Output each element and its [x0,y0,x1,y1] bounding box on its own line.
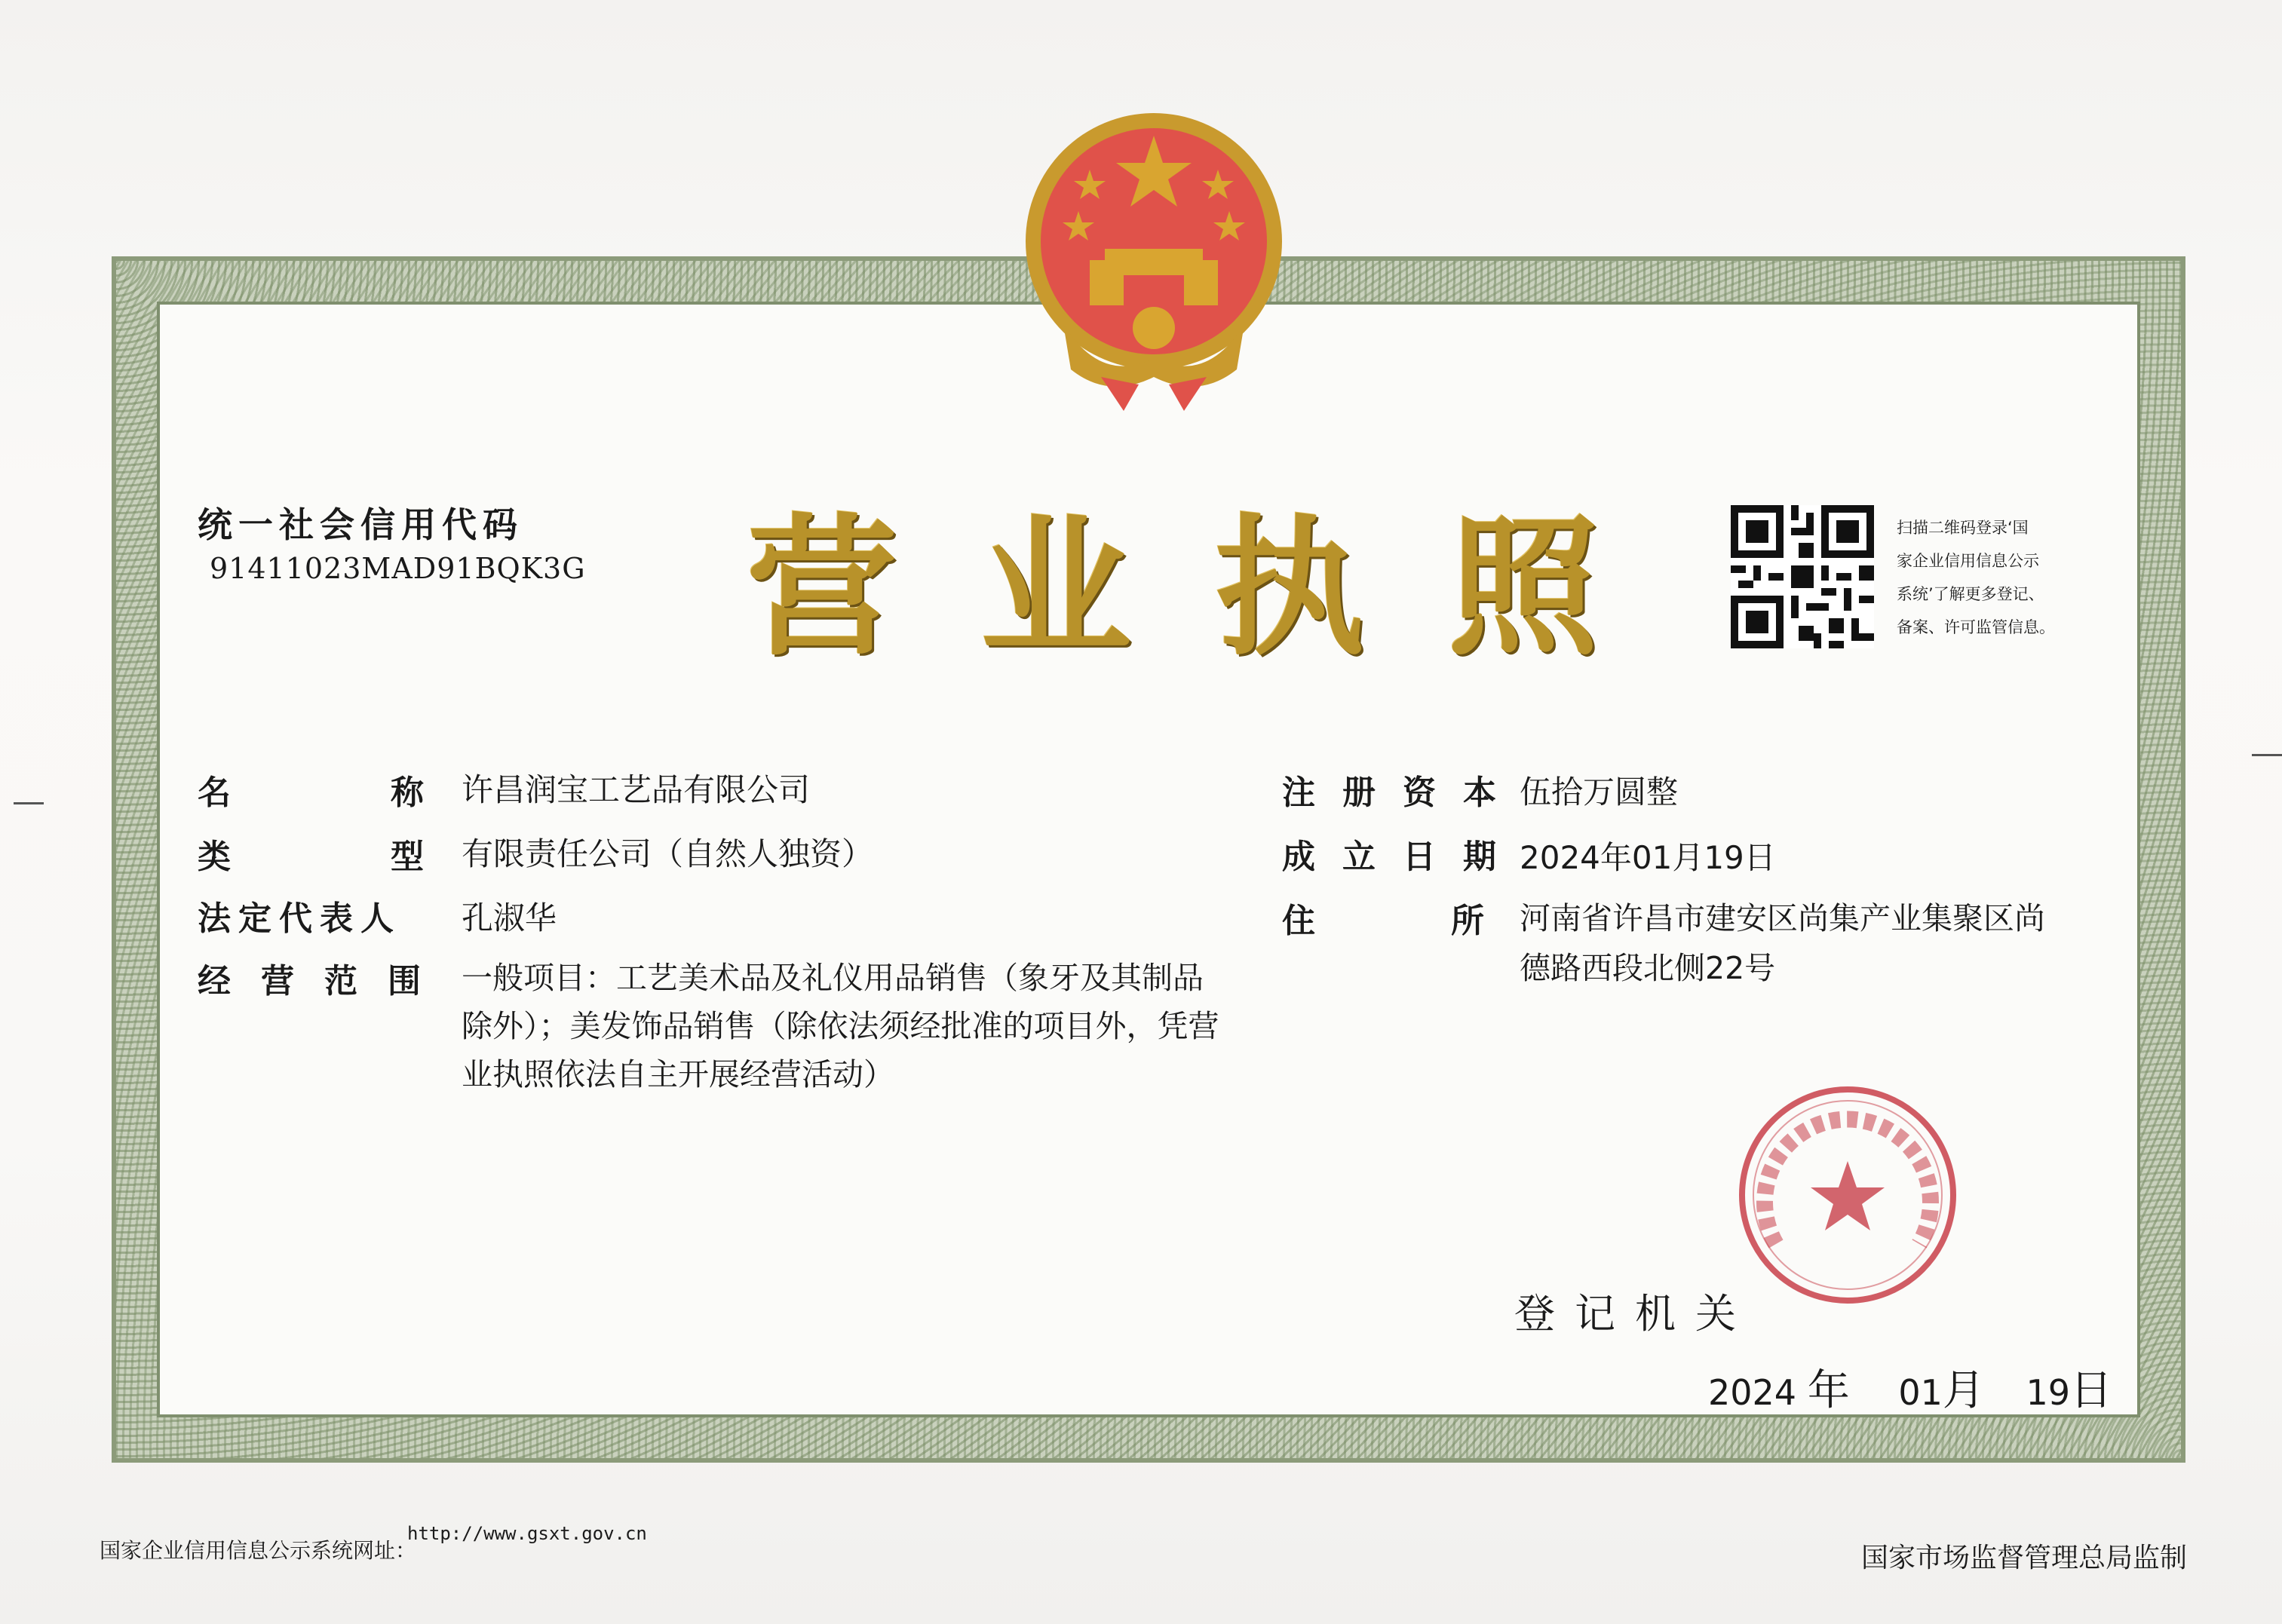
edge-mark-right [2252,754,2282,756]
reg-year: 2024 [1708,1372,1797,1413]
name-label-char: 名 [198,774,231,812]
legal-rep-label: 法定代表人 [198,899,401,938]
footer-issuer: 国家市场监督管理总局监制 [1861,1543,2188,1573]
page-title: 营业执照 [747,501,1682,676]
type-label-char: 型 [391,838,424,876]
registration-date [1708,1357,2112,1417]
name-label-char: 称 [391,774,424,812]
address-label-text: 住所 [1282,902,1620,940]
reg-month-char: 月 [1942,1366,1985,1415]
credit-code-label: 统一社会信用代码 [198,504,523,545]
company-type: 有限责任公司（自然人独资） [462,835,874,872]
footer-website-label: 国家企业信用信息公示系统网址： [100,1538,417,1563]
registered-capital-label: 注册资本 [1282,774,1523,812]
establishment-date-label: 成立日期 [1282,838,1523,876]
registration-authority-label: 登记机关 [1514,1290,1756,1338]
type-label-char: 类 [198,838,231,876]
official-seal-icon [1735,1082,1961,1308]
address-label [1282,893,1620,942]
company-name: 许昌润宝工艺品有限公司 [462,771,811,808]
reg-day-char: 日 [2070,1366,2113,1415]
type-label-text [198,829,424,878]
business-scope: 一般项目：工艺美术品及礼仪用品销售（象牙及其制品除外）；美发饰品销售（除依法须经批准的项目外，凭营业执照依法自主开展经营活动） [462,960,1219,1092]
establishment-date: 2024年01月19日 [1520,839,1776,876]
business-scope-label: 经营范围 [198,962,451,1000]
reg-year-char: 年 [1807,1366,1850,1415]
name-label-text [198,765,424,814]
company-address: 河南省许昌市建安区尚集产业集聚区尚德路西段北侧22号 [1520,900,2045,986]
legal-representative: 孔淑华 [462,899,557,936]
reg-day: 19 [2026,1372,2071,1413]
edge-mark-left [14,802,44,804]
name-label [198,765,424,814]
footer-website-link[interactable]: http://www.gsxt.gov.cn [407,1523,647,1544]
reg-month: 01 [1898,1372,1943,1413]
credit-code-value: 91411023MAD91BQK3G [210,552,586,585]
qr-code-icon[interactable] [1731,505,1874,648]
qr-instructions: 扫描二维码登录‘国 家企业信用信息公示 系统’了解更多登记、 备案、许可监管信息。 [1897,519,2055,636]
national-emblem-icon [1011,98,1297,415]
registered-capital: 伍拾万圆整 [1520,774,1679,810]
type-label [198,829,424,878]
